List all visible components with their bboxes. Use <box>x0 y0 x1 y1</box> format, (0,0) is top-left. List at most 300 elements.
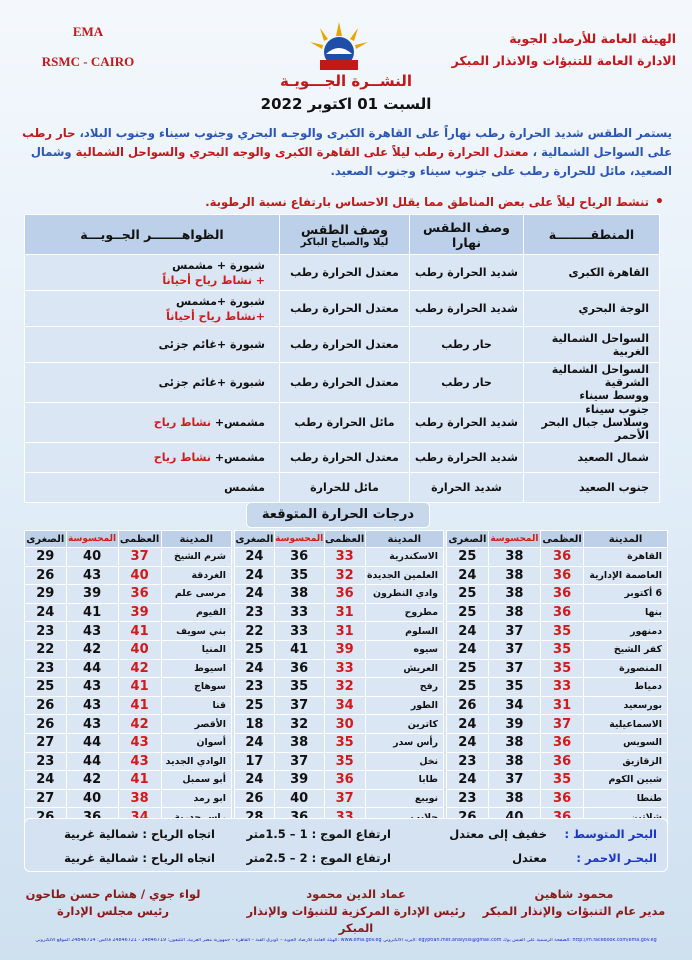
phenomena-line-red: + نشاط رياح أحياناً <box>162 273 265 287</box>
temp-row <box>447 715 668 734</box>
org-name: الهيئة العامة للأرصاد الجوية <box>509 31 676 46</box>
max-temp-cell: 36 <box>324 771 365 790</box>
feel-temp-cell: 37 <box>274 696 324 715</box>
night-cell: معتدل الحرارة رطب <box>280 327 410 363</box>
night-cell: معتدل الحرارة رطب <box>280 443 410 473</box>
signatory-name: محمود شاهين <box>534 887 614 901</box>
max-temp-cell: 41 <box>118 771 161 790</box>
feel-temp-cell: 36 <box>274 659 324 678</box>
feel-temp-cell: 42 <box>66 640 118 659</box>
max-temp-cell: 30 <box>324 715 365 734</box>
region-line: جنوب سيناء <box>585 403 649 416</box>
summary-part-1-red: حار رطب <box>22 126 76 140</box>
feel-temp-cell: 44 <box>66 659 118 678</box>
temp-row <box>25 640 232 659</box>
max-temp-cell: 42 <box>118 659 161 678</box>
max-temp-cell: 37 <box>118 548 161 567</box>
day-cell: شديد الحرارة <box>410 473 524 503</box>
temp-row <box>235 566 444 585</box>
temp-row <box>235 696 444 715</box>
min-temp-cell: 24 <box>235 771 275 790</box>
max-temp-cell: 31 <box>324 622 365 641</box>
temp-header-row <box>447 531 668 548</box>
city-cell: قنا <box>161 696 231 715</box>
temp-row <box>25 771 232 790</box>
min-temp-cell: 26 <box>25 566 67 585</box>
day-cell: شديد الحرارة رطب <box>410 291 524 327</box>
feel-temp-cell: 38 <box>488 548 540 567</box>
temp-row <box>25 659 232 678</box>
city-cell: الزقازيق <box>584 752 668 771</box>
feel-temp-cell: 39 <box>66 585 118 604</box>
min-temp-cell: 25 <box>447 603 489 622</box>
temp-row <box>235 585 444 604</box>
phenomena-line-red: نشاط رياح <box>153 451 211 464</box>
temperature-table-c <box>24 530 232 827</box>
feel-temp-cell: 38 <box>488 789 540 808</box>
phenomena-line-red: +نشاط رياح أحياناً <box>166 309 265 323</box>
temp-row <box>25 566 232 585</box>
temp-row <box>447 752 668 771</box>
city-cell: الأقصر <box>161 715 231 734</box>
signatory-name: عماد الدين محمود <box>306 887 406 901</box>
min-temp-cell: 24 <box>235 566 275 585</box>
temp-row <box>447 603 668 622</box>
day-cell: شديد الحرارة رطب <box>410 403 524 443</box>
temp-row <box>25 789 232 808</box>
min-temp-cell: 25 <box>447 548 489 567</box>
city-cell: بنها <box>584 603 668 622</box>
temperature-table-a <box>446 530 668 827</box>
city-cell: العريش <box>365 659 443 678</box>
night-header <box>280 215 410 255</box>
min-temp-cell: 24 <box>447 771 489 790</box>
table-row <box>25 255 660 291</box>
feel-temp-cell: 38 <box>488 733 540 752</box>
bulletin-date: السبت 01 اكتوبر 2022 <box>260 95 432 113</box>
region-cell <box>524 403 660 443</box>
feel-temp-cell: 39 <box>274 771 324 790</box>
temp-row <box>235 548 444 567</box>
day-cell: حار رطب <box>410 363 524 403</box>
max-temp-cell: 36 <box>541 585 584 604</box>
temp-row <box>25 585 232 604</box>
day-header: وصف الطقس نهارا <box>410 215 524 255</box>
min-header: الصغرى <box>25 531 67 548</box>
min-temp-cell: 24 <box>235 585 275 604</box>
min-temp-cell: 24 <box>25 771 67 790</box>
city-cell: الغردقة <box>161 566 231 585</box>
city-cell: السلوم <box>365 622 443 641</box>
city-cell: مطروح <box>365 603 443 622</box>
city-header: المدينة <box>365 531 443 548</box>
feel-temp-cell: 43 <box>66 622 118 641</box>
min-temp-cell: 25 <box>447 659 489 678</box>
min-temp-cell: 25 <box>447 585 489 604</box>
city-header: المدينة <box>161 531 231 548</box>
feel-temp-cell: 38 <box>488 752 540 771</box>
night-cell: مائل للحرارة <box>280 473 410 503</box>
city-cell: أسوان <box>161 733 231 752</box>
phenomena-line: شبورة + مشمس <box>172 258 265 272</box>
city-cell: الفيوم <box>161 603 231 622</box>
night-cell: مائل الحرارة رطب <box>280 403 410 443</box>
sea-name: البحر المتوسط : <box>564 827 657 841</box>
max-temp-cell: 36 <box>541 566 584 585</box>
temp-row <box>447 566 668 585</box>
table-row <box>25 363 660 403</box>
max-temp-cell: 35 <box>541 622 584 641</box>
night-cell: معتدل الحرارة رطب <box>280 255 410 291</box>
temp-row <box>447 585 668 604</box>
forecast-summary <box>20 124 672 181</box>
city-cell: اسيوط <box>161 659 231 678</box>
temp-row <box>447 678 668 697</box>
temp-row <box>25 752 232 771</box>
signatory-title: مدير عام التنبؤات والإنذار المبكر <box>482 904 666 918</box>
phenomena-cell: مشمس <box>25 473 280 503</box>
max-header: العظمى <box>541 531 584 548</box>
contact-footer: الهيئة العامة للأرصاد الجوية – كوبري القبة – القاهرة – جمهورية مصر العربية، التليفون: 24846719 - 24846721 فاكس: 24846714 الموقع الالكتروني: www.ema.gov.eg البريد الالكتروني: egyptian.met.analysis@gmail.com الصفحة الرسمية على الفيس بوك: http://m.facebook.com/ema.gov.eg <box>35 938 657 943</box>
red-sea-row <box>25 847 667 871</box>
summary-part-2: على السواحل الشمالية ، <box>532 145 672 159</box>
bulletin-title: النشــرة الجـــويـة <box>279 72 413 90</box>
region-header: المنطقــــــــة <box>524 215 660 255</box>
feel-temp-cell: 43 <box>66 678 118 697</box>
table-row <box>25 443 660 473</box>
feel-temp-cell: 43 <box>66 566 118 585</box>
temp-row <box>235 789 444 808</box>
bullet-icon: • <box>655 194 664 210</box>
min-temp-cell: 23 <box>235 678 275 697</box>
min-temp-cell: 26 <box>25 715 67 734</box>
min-temp-cell: 23 <box>25 622 67 641</box>
city-cell: الاسكندرية <box>365 548 443 567</box>
temp-row <box>447 771 668 790</box>
temperatures-title: درجات الحرارة المتوقعة <box>246 502 430 528</box>
region-cell: القاهرة الكبرى <box>524 255 660 291</box>
city-cell: طابا <box>365 771 443 790</box>
feel-temp-cell: 33 <box>274 622 324 641</box>
feel-temp-cell: 38 <box>488 603 540 622</box>
min-temp-cell: 29 <box>25 548 67 567</box>
max-temp-cell: 31 <box>541 696 584 715</box>
min-temp-cell: 24 <box>447 640 489 659</box>
summary-part-3: وشمال الصعيد، مائل للحرارة رطب على جنوب سيناء وجنوب الصعيد. <box>30 145 672 178</box>
city-cell: كفر الشيخ <box>584 640 668 659</box>
feel-temp-cell: 39 <box>488 715 540 734</box>
summary-part-2-red: معتدل الحرارة رطب ليلاً على القاهرة الكبرى والوجه البحري والسواحل الشمالية <box>75 145 529 159</box>
feel-temp-cell: 33 <box>274 603 324 622</box>
min-temp-cell: 25 <box>447 678 489 697</box>
max-temp-cell: 42 <box>118 715 161 734</box>
day-cell: حار رطب <box>410 327 524 363</box>
feel-temp-cell: 37 <box>488 659 540 678</box>
city-cell: نويبع <box>365 789 443 808</box>
phenomena-cell <box>25 255 280 291</box>
max-temp-cell: 39 <box>324 640 365 659</box>
feel-temp-cell: 38 <box>274 733 324 752</box>
temp-row <box>447 640 668 659</box>
feel-temp-cell: 38 <box>274 585 324 604</box>
city-cell: أبو سمبل <box>161 771 231 790</box>
region-cell: السواحل الشمالية الغربية <box>524 327 660 363</box>
feel-temp-cell: 35 <box>274 566 324 585</box>
min-temp-cell: 17 <box>235 752 275 771</box>
max-temp-cell: 31 <box>324 603 365 622</box>
feel-header: المحسوسة <box>488 531 540 548</box>
wind-note-text: تنشط الرياح ليلاً على بعض المناطق مما يقلل الاحساس بارتفاع نسبة الرطوبة. <box>205 195 650 209</box>
signature-forecast-director <box>474 886 674 920</box>
mediterranean-row <box>25 823 667 847</box>
rsmc-label: RSMC - CAIRO <box>41 54 135 69</box>
phenomena-line: مشمس+ <box>214 416 265 429</box>
temp-row <box>235 659 444 678</box>
max-temp-cell: 36 <box>324 585 365 604</box>
city-cell: المنصورة <box>584 659 668 678</box>
day-cell: شديد الحرارة رطب <box>410 443 524 473</box>
temp-row <box>447 696 668 715</box>
city-cell: سيوه <box>365 640 443 659</box>
max-temp-cell: 32 <box>324 678 365 697</box>
min-temp-cell: 23 <box>25 659 67 678</box>
wind-direction: اتجاه الرياح : شمالية غربية <box>64 851 215 865</box>
max-temp-cell: 37 <box>541 715 584 734</box>
feel-temp-cell: 44 <box>66 733 118 752</box>
min-temp-cell: 22 <box>25 640 67 659</box>
min-header: الصغرى <box>447 531 489 548</box>
phenomena-cell: شبورة +غائم جزئى <box>25 327 280 363</box>
signature-central-director <box>236 886 476 937</box>
feel-temp-cell: 42 <box>66 771 118 790</box>
temp-row <box>447 789 668 808</box>
min-temp-cell: 23 <box>447 789 489 808</box>
header-latin <box>18 24 158 70</box>
city-cell: الطور <box>365 696 443 715</box>
max-temp-cell: 40 <box>118 566 161 585</box>
phenomena-cell <box>25 403 280 443</box>
city-cell: 6 أكتوبر <box>584 585 668 604</box>
min-temp-cell: 25 <box>235 696 275 715</box>
feel-temp-cell: 43 <box>66 696 118 715</box>
feel-temp-cell: 36 <box>274 548 324 567</box>
feel-temp-cell: 41 <box>274 640 324 659</box>
temp-row <box>235 678 444 697</box>
phenomena-line-red: نشاط رياح <box>153 416 211 429</box>
temp-row <box>235 603 444 622</box>
feel-temp-cell: 37 <box>488 771 540 790</box>
max-temp-cell: 41 <box>118 622 161 641</box>
feel-temp-cell: 32 <box>274 715 324 734</box>
max-temp-cell: 36 <box>541 733 584 752</box>
min-temp-cell: 23 <box>447 752 489 771</box>
summary-part-1: يستمر الطقس شديد الحرارة رطب نهاراً على القاهرة الكبرى والوجـه البحري وجنوب سيناء وجنوب البلاد، <box>79 126 672 140</box>
night-header-line2: ليلا والصباح الباكر <box>300 236 389 248</box>
temp-row <box>235 733 444 752</box>
sea-state: خفيف إلى معتدل <box>449 827 547 841</box>
max-temp-cell: 35 <box>541 640 584 659</box>
max-temp-cell: 36 <box>541 752 584 771</box>
feel-temp-cell: 37 <box>488 640 540 659</box>
max-temp-cell: 33 <box>541 678 584 697</box>
feel-header: المحسوسة <box>274 531 324 548</box>
max-temp-cell: 33 <box>324 548 365 567</box>
ema-logo <box>306 20 372 74</box>
min-temp-cell: 24 <box>25 603 67 622</box>
feel-temp-cell: 40 <box>274 789 324 808</box>
city-cell: الاسماعيلية <box>584 715 668 734</box>
min-temp-cell: 24 <box>447 622 489 641</box>
phenomena-header: الظواهـــــــر الجــويـــة <box>25 215 280 255</box>
temp-row <box>25 678 232 697</box>
min-temp-cell: 27 <box>25 733 67 752</box>
signatory-title: رئيس مجلس الإدارة <box>56 904 169 918</box>
feel-temp-cell: 37 <box>274 752 324 771</box>
wind-direction: اتجاه الرياح : شمالية غربية <box>64 827 215 841</box>
min-temp-cell: 24 <box>447 715 489 734</box>
feel-temp-cell: 38 <box>488 585 540 604</box>
min-temp-cell: 24 <box>235 548 275 567</box>
max-temp-cell: 34 <box>324 696 365 715</box>
city-cell: بني سويف <box>161 622 231 641</box>
city-cell: دمياط <box>584 678 668 697</box>
signatory-name: لواء جوي / هشام حسن طاحون <box>25 887 201 901</box>
min-temp-cell: 18 <box>235 715 275 734</box>
wave-height: ارتفاع الموج : 1 – 1.5متر <box>246 827 391 841</box>
max-temp-cell: 40 <box>118 640 161 659</box>
city-cell: العاصمة الإدارية <box>584 566 668 585</box>
phenomena-line: شبورة +مشمس <box>175 294 265 308</box>
max-temp-cell: 32 <box>324 566 365 585</box>
night-cell: معتدل الحرارة رطب <box>280 363 410 403</box>
max-header: العظمى <box>118 531 161 548</box>
max-temp-cell: 38 <box>118 789 161 808</box>
feel-temp-cell: 35 <box>274 678 324 697</box>
department-name: الادارة العامة للتنبؤات والانذار المبكر <box>451 53 676 68</box>
table-row <box>25 327 660 363</box>
phenomena-cell <box>25 291 280 327</box>
signatory-title: رئيس الإدارة المركزية للتنبؤات والإنذار المبكر <box>246 904 466 935</box>
wave-height: ارتفاع الموج : 2 – 2.5متر <box>246 851 391 865</box>
city-cell: المنيا <box>161 640 231 659</box>
min-temp-cell: 24 <box>447 733 489 752</box>
table-row <box>25 403 660 443</box>
temp-row <box>447 622 668 641</box>
temp-header-row <box>235 531 444 548</box>
max-temp-cell: 36 <box>541 789 584 808</box>
min-temp-cell: 25 <box>25 678 67 697</box>
night-header-line1: وصف الطقس <box>301 221 388 237</box>
region-line: وسلاسل جبال البحر الأحمر <box>541 416 649 442</box>
feel-temp-cell: 35 <box>488 678 540 697</box>
day-cell: شديد الحرارة رطب <box>410 255 524 291</box>
min-temp-cell: 22 <box>235 622 275 641</box>
min-header: الصغرى <box>235 531 275 548</box>
feel-header: المحسوسة <box>66 531 118 548</box>
max-temp-cell: 35 <box>324 733 365 752</box>
temp-row <box>447 548 668 567</box>
temp-row <box>235 771 444 790</box>
sea-state-panel <box>24 818 668 872</box>
feel-temp-cell: 40 <box>66 789 118 808</box>
max-header: العظمى <box>324 531 365 548</box>
region-line: السواحل الشمالية الشرقية <box>551 363 649 389</box>
temp-row <box>447 733 668 752</box>
header-arabic <box>452 28 676 72</box>
phenomena-line: مشمس+ <box>214 451 265 464</box>
region-line: ووسط سيناء <box>579 389 649 402</box>
table-header-row <box>25 215 660 255</box>
min-temp-cell: 27 <box>25 789 67 808</box>
city-header: المدينة <box>584 531 668 548</box>
region-cell <box>524 363 660 403</box>
feel-temp-cell: 43 <box>66 715 118 734</box>
sea-name: البحـر الاحمر : <box>576 851 657 865</box>
city-cell: رفح <box>365 678 443 697</box>
city-cell: نخل <box>365 752 443 771</box>
max-temp-cell: 33 <box>324 659 365 678</box>
city-cell: دمنهور <box>584 622 668 641</box>
min-temp-cell: 25 <box>235 640 275 659</box>
min-temp-cell: 24 <box>447 566 489 585</box>
temp-header-row <box>25 531 232 548</box>
region-cell: جنوب الصعيد <box>524 473 660 503</box>
feel-temp-cell: 40 <box>66 548 118 567</box>
sea-state: معتدل <box>512 851 547 865</box>
min-temp-cell: 24 <box>235 733 275 752</box>
feel-temp-cell: 38 <box>488 566 540 585</box>
max-temp-cell: 36 <box>541 603 584 622</box>
max-temp-cell: 37 <box>324 789 365 808</box>
min-temp-cell: 29 <box>25 585 67 604</box>
feel-temp-cell: 41 <box>66 603 118 622</box>
city-cell: شبين الكوم <box>584 771 668 790</box>
city-cell: رأس سدر <box>365 733 443 752</box>
min-temp-cell: 26 <box>25 696 67 715</box>
max-temp-cell: 35 <box>541 771 584 790</box>
max-temp-cell: 35 <box>541 659 584 678</box>
min-temp-cell: 23 <box>235 603 275 622</box>
max-temp-cell: 41 <box>118 678 161 697</box>
wind-note <box>20 194 664 210</box>
max-temp-cell: 36 <box>118 585 161 604</box>
temp-row <box>235 752 444 771</box>
max-temp-cell: 43 <box>118 752 161 771</box>
temp-row <box>25 548 232 567</box>
regional-forecast-table <box>24 214 660 503</box>
temp-row <box>235 640 444 659</box>
city-cell: ابو رمد <box>161 789 231 808</box>
temp-row <box>25 603 232 622</box>
signature-chairman <box>18 886 208 920</box>
city-cell: العلمين الجديدة <box>365 566 443 585</box>
org-abbrev: EMA <box>72 24 104 39</box>
max-temp-cell: 43 <box>118 733 161 752</box>
city-cell: السويس <box>584 733 668 752</box>
min-temp-cell: 24 <box>235 659 275 678</box>
city-cell: القاهرة <box>584 548 668 567</box>
temp-row <box>447 659 668 678</box>
temp-row <box>235 715 444 734</box>
city-cell: مرسى علم <box>161 585 231 604</box>
temp-row <box>25 733 232 752</box>
city-cell: سوهاج <box>161 678 231 697</box>
temperature-table-b <box>234 530 444 827</box>
table-row <box>25 473 660 503</box>
temp-row <box>25 622 232 641</box>
max-temp-cell: 36 <box>541 548 584 567</box>
city-cell: بورسعيد <box>584 696 668 715</box>
